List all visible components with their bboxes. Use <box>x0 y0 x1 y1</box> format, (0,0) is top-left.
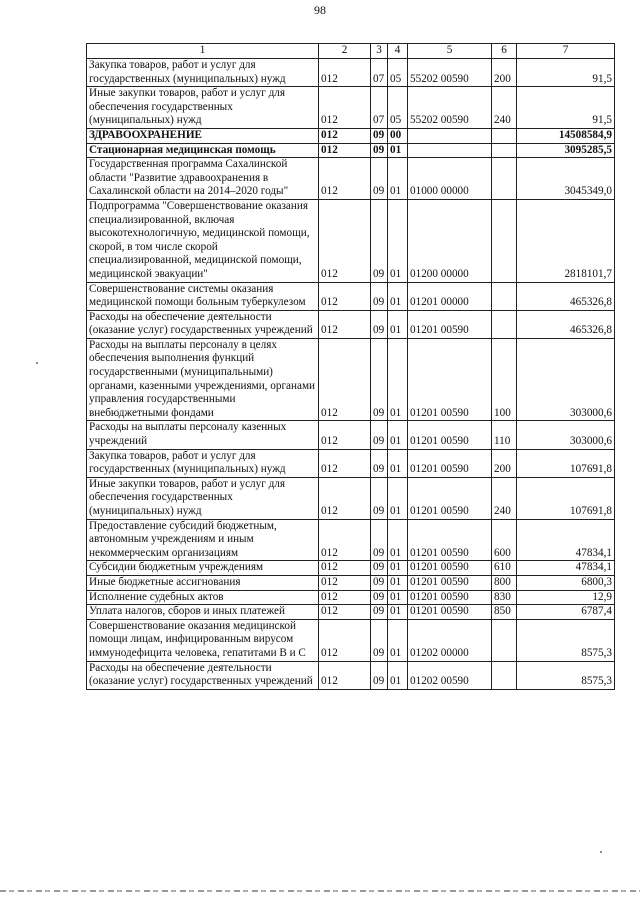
expense-type-cell <box>492 128 517 143</box>
header-cell: 6 <box>492 44 517 59</box>
table-row <box>87 661 615 689</box>
expense-type-cell: 110 <box>492 421 517 449</box>
section-cell: 09 <box>371 338 388 421</box>
table-row <box>87 338 615 421</box>
row-name-cell: Расходы на выплаты персоналу казенных учреждений <box>87 421 319 449</box>
expense-type-cell <box>492 619 517 661</box>
target-article-cell: 55202 00590 <box>408 87 492 129</box>
table-row <box>87 158 615 200</box>
row-name-cell: Государственная программа Сахалинской области "Развитие здравоохранения в Сахалинской области на 2014–2020 годы" <box>87 158 319 200</box>
admin-code-cell: 012 <box>319 590 371 605</box>
admin-code-cell: 012 <box>319 143 371 158</box>
admin-code-cell: 012 <box>319 199 371 282</box>
subsection-cell: 01 <box>388 158 408 200</box>
table-row <box>87 605 615 620</box>
row-name-cell: Закупка товаров, работ и услуг для государственных (муниципальных) нужд <box>87 449 319 477</box>
expense-type-cell <box>492 143 517 158</box>
header-cell: 3 <box>371 44 388 59</box>
admin-code-cell: 012 <box>319 519 371 561</box>
subsection-cell: 01 <box>388 605 408 620</box>
amount-cell: 465326,8 <box>517 310 615 338</box>
expense-type-cell: 200 <box>492 449 517 477</box>
section-cell: 09 <box>371 590 388 605</box>
admin-code-cell: 012 <box>319 87 371 129</box>
amount-cell: 91,5 <box>517 59 615 87</box>
expense-type-cell: 610 <box>492 561 517 576</box>
expense-type-cell: 240 <box>492 477 517 519</box>
admin-code-cell: 012 <box>319 338 371 421</box>
admin-code-cell: 012 <box>319 661 371 689</box>
expense-type-cell: 600 <box>492 519 517 561</box>
amount-cell: 3045349,0 <box>517 158 615 200</box>
admin-code-cell: 012 <box>319 421 371 449</box>
header-cell: 1 <box>87 44 319 59</box>
row-name-cell: Подпрограмма "Совершенствование оказания специализированной, включая высокотехнологичную, медицинской помощи, скорой, в том числе скорой специализированной, медицинской помощи, медицинской эвакуации" <box>87 199 319 282</box>
amount-cell: 6800,3 <box>517 575 615 590</box>
subsection-cell: 05 <box>388 59 408 87</box>
subsection-cell: 01 <box>388 477 408 519</box>
target-article-cell: 01201 00590 <box>408 449 492 477</box>
expense-type-cell <box>492 282 517 310</box>
subsection-cell: 01 <box>388 282 408 310</box>
amount-cell: 303000,6 <box>517 338 615 421</box>
section-cell: 09 <box>371 310 388 338</box>
table-row <box>87 449 615 477</box>
table-row <box>87 575 615 590</box>
section-cell: 09 <box>371 561 388 576</box>
amount-cell: 8575,3 <box>517 619 615 661</box>
admin-code-cell: 012 <box>319 59 371 87</box>
amount-cell: 47834,1 <box>517 519 615 561</box>
row-name-cell: Иные закупки товаров, работ и услуг для обеспечения государственных (муниципальных) нужд <box>87 87 319 129</box>
admin-code-cell: 012 <box>319 310 371 338</box>
subsection-cell: 00 <box>388 128 408 143</box>
section-cell: 09 <box>371 158 388 200</box>
amount-cell: 91,5 <box>517 87 615 129</box>
section-cell: 09 <box>371 199 388 282</box>
section-cell: 09 <box>371 519 388 561</box>
expense-type-cell <box>492 310 517 338</box>
amount-cell: 303000,6 <box>517 421 615 449</box>
expense-type-cell: 830 <box>492 590 517 605</box>
subsection-cell: 01 <box>388 575 408 590</box>
table-row <box>87 561 615 576</box>
expense-type-cell: 100 <box>492 338 517 421</box>
section-cell: 07 <box>371 59 388 87</box>
section-cell: 09 <box>371 605 388 620</box>
row-name-cell: Исполнение судебных актов <box>87 590 319 605</box>
target-article-cell <box>408 143 492 158</box>
amount-cell: 8575,3 <box>517 661 615 689</box>
table-row <box>87 519 615 561</box>
table-row <box>87 143 615 158</box>
subsection-cell: 01 <box>388 449 408 477</box>
expense-type-cell: 240 <box>492 87 517 129</box>
row-name-cell: Расходы на выплаты персоналу в целях обеспечения выполнения функций государственными (муниципальными) органами, казенными учреждениями, органами управления государственными внебюджетными фондами <box>87 338 319 421</box>
expense-type-cell: 200 <box>492 59 517 87</box>
expense-type-cell: 850 <box>492 605 517 620</box>
target-article-cell: 01201 00590 <box>408 561 492 576</box>
row-name-cell: Уплата налогов, сборов и иных платежей <box>87 605 319 620</box>
row-name-cell: Предоставление субсидий бюджетным, автономным учреждениям и иным некоммерческим организациям <box>87 519 319 561</box>
section-cell: 09 <box>371 128 388 143</box>
page-number: 98 <box>314 3 326 17</box>
header-row <box>87 44 615 59</box>
section-cell: 09 <box>371 661 388 689</box>
target-article-cell: 55202 00590 <box>408 59 492 87</box>
table-row <box>87 310 615 338</box>
target-article-cell: 01201 00000 <box>408 282 492 310</box>
admin-code-cell: 012 <box>319 128 371 143</box>
table-row <box>87 590 615 605</box>
row-name-cell: Расходы на обеспечение деятельности (оказание услуг) государственных учреждений <box>87 661 319 689</box>
row-name-cell: Совершенствование оказания медицинской помощи лицам, инфицированным вирусом иммунодефицита человека, гепатитами В и С <box>87 619 319 661</box>
table-row <box>87 199 615 282</box>
table-row <box>87 477 615 519</box>
section-cell: 09 <box>371 477 388 519</box>
subsection-cell: 01 <box>388 338 408 421</box>
row-name-cell: Расходы на обеспечение деятельности (оказание услуг) государственных учреждений <box>87 310 319 338</box>
subsection-cell: 01 <box>388 421 408 449</box>
table-row <box>87 421 615 449</box>
section-cell: 09 <box>371 143 388 158</box>
target-article-cell <box>408 128 492 143</box>
amount-cell: 107691,8 <box>517 477 615 519</box>
table-row <box>87 619 615 661</box>
amount-cell: 3095285,5 <box>517 143 615 158</box>
subsection-cell: 01 <box>388 143 408 158</box>
target-article-cell: 01201 00590 <box>408 575 492 590</box>
subsection-cell: 01 <box>388 590 408 605</box>
table-row <box>87 87 615 129</box>
row-name-cell: Стационарная медицинская помощь <box>87 143 319 158</box>
header-cell: 2 <box>319 44 371 59</box>
table-row <box>87 59 615 87</box>
admin-code-cell: 012 <box>319 561 371 576</box>
subsection-cell: 01 <box>388 199 408 282</box>
amount-cell: 2818101,7 <box>517 199 615 282</box>
target-article-cell: 01201 00590 <box>408 605 492 620</box>
admin-code-cell: 012 <box>319 619 371 661</box>
admin-code-cell: 012 <box>319 282 371 310</box>
scan-dot <box>600 851 602 853</box>
target-article-cell: 01201 00590 <box>408 590 492 605</box>
admin-code-cell: 012 <box>319 605 371 620</box>
header-cell: 4 <box>388 44 408 59</box>
row-name-cell: Совершенствование системы оказания медицинской помощи больным туберкулезом <box>87 282 319 310</box>
expense-type-cell: 800 <box>492 575 517 590</box>
amount-cell: 107691,8 <box>517 449 615 477</box>
header-cell: 7 <box>517 44 615 59</box>
target-article-cell: 01201 00590 <box>408 338 492 421</box>
target-article-cell: 01200 00000 <box>408 199 492 282</box>
admin-code-cell: 012 <box>319 575 371 590</box>
subsection-cell: 01 <box>388 661 408 689</box>
amount-cell: 12,9 <box>517 590 615 605</box>
target-article-cell: 01201 00590 <box>408 421 492 449</box>
target-article-cell: 01202 00000 <box>408 619 492 661</box>
row-name-cell: ЗДРАВООХРАНЕНИЕ <box>87 128 319 143</box>
amount-cell: 465326,8 <box>517 282 615 310</box>
section-cell: 09 <box>371 421 388 449</box>
target-article-cell: 01201 00590 <box>408 519 492 561</box>
budget-table <box>86 43 615 690</box>
row-name-cell: Субсидии бюджетным учреждениям <box>87 561 319 576</box>
target-article-cell: 01201 00590 <box>408 477 492 519</box>
admin-code-cell: 012 <box>319 449 371 477</box>
scan-artifact-line <box>0 890 640 892</box>
table-row <box>87 128 615 143</box>
admin-code-cell: 012 <box>319 158 371 200</box>
subsection-cell: 01 <box>388 519 408 561</box>
section-cell: 09 <box>371 575 388 590</box>
section-cell: 09 <box>371 282 388 310</box>
header-cell: 5 <box>408 44 492 59</box>
section-cell: 07 <box>371 87 388 129</box>
row-name-cell: Иные бюджетные ассигнования <box>87 575 319 590</box>
amount-cell: 14508584,9 <box>517 128 615 143</box>
target-article-cell: 01000 00000 <box>408 158 492 200</box>
expense-type-cell <box>492 661 517 689</box>
row-name-cell: Иные закупки товаров, работ и услуг для обеспечения государственных (муниципальных) нужд <box>87 477 319 519</box>
admin-code-cell: 012 <box>319 477 371 519</box>
subsection-cell: 05 <box>388 87 408 129</box>
section-cell: 09 <box>371 619 388 661</box>
amount-cell: 6787,4 <box>517 605 615 620</box>
expense-type-cell <box>492 199 517 282</box>
amount-cell: 47834,1 <box>517 561 615 576</box>
row-name-cell: Закупка товаров, работ и услуг для государственных (муниципальных) нужд <box>87 59 319 87</box>
section-cell: 09 <box>371 449 388 477</box>
target-article-cell: 01202 00590 <box>408 661 492 689</box>
expense-type-cell <box>492 158 517 200</box>
subsection-cell: 01 <box>388 619 408 661</box>
subsection-cell: 01 <box>388 561 408 576</box>
subsection-cell: 01 <box>388 310 408 338</box>
scan-dot <box>36 362 38 364</box>
target-article-cell: 01201 00590 <box>408 310 492 338</box>
table-row <box>87 282 615 310</box>
